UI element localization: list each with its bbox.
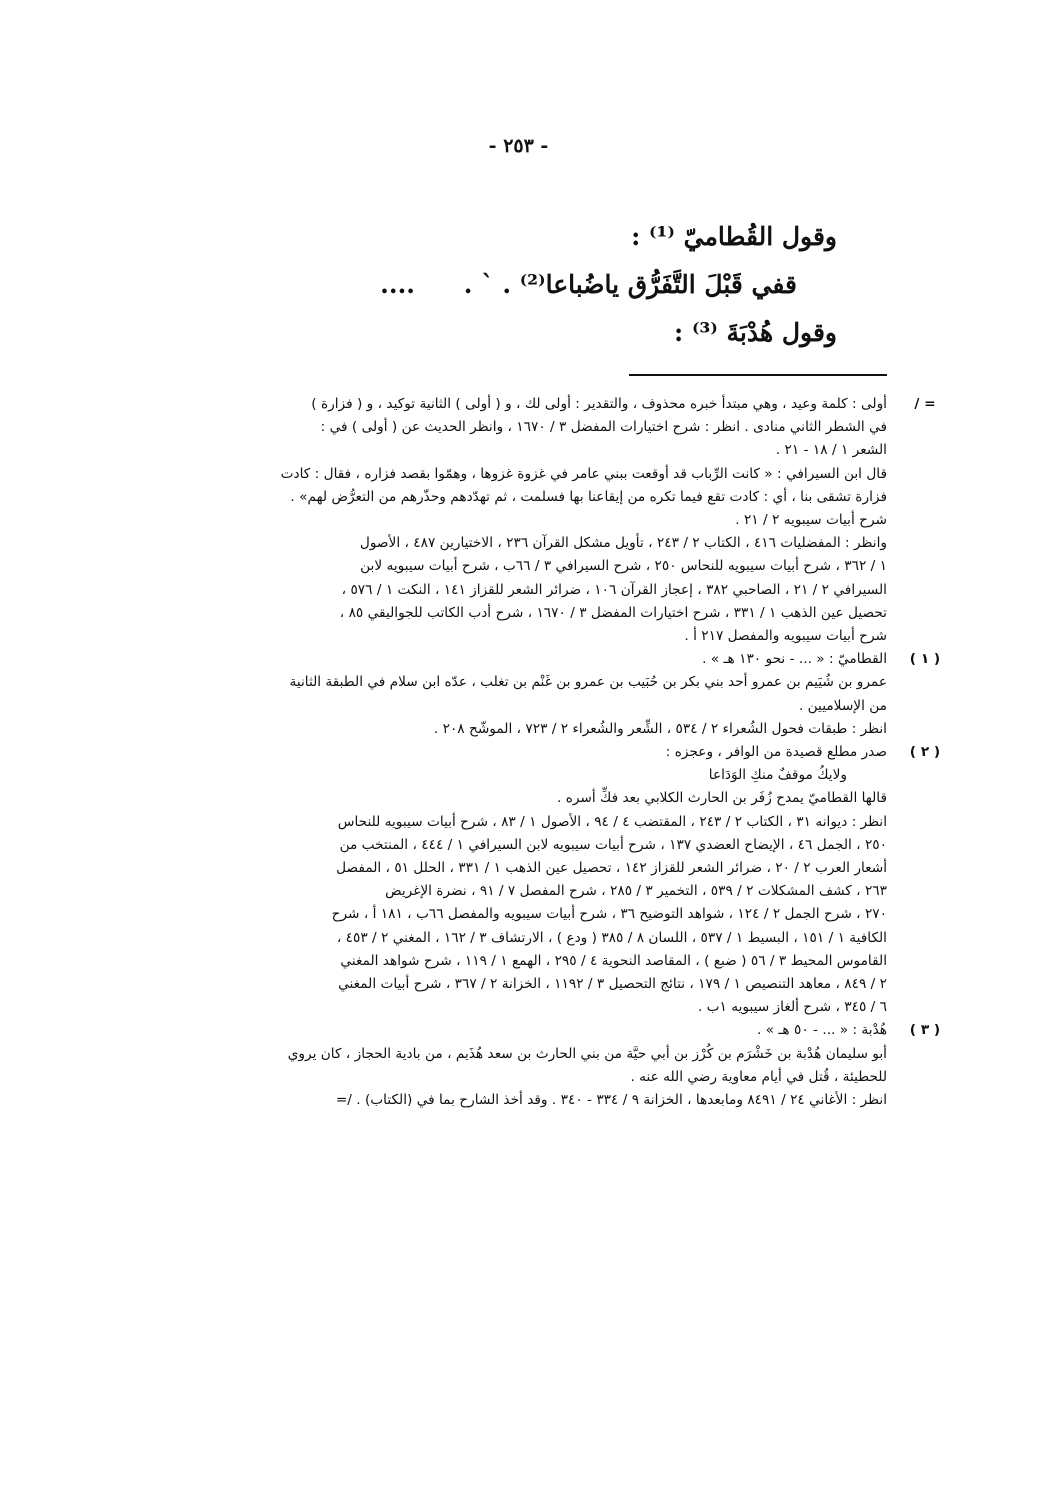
footnote-line: صدر مطلع قصيدة من الوافر ، وعجزه : [665, 744, 887, 761]
footnote-marker: ( ٣ ) [909, 1022, 941, 1039]
footnote-line: القاموس المحيط ٣ / ٥٦ ( ضبع ) ، المقاصد النحوية ٤ / ٢٩٥ ، الهمع ١ / ١١٩ ، شرح شواهد المغني [340, 952, 887, 969]
footnote-line: السيرافي ٢ / ٢١ ، الصاحبي ٣٨٢ ، إعجاز القرآن ١٠٦ ، ضرائر الشعر للقزاز ١٤١ ، النكت ١ / ٥٧٦ ، [341, 581, 887, 598]
footnote-line: قال ابن السيرافي : « كانت الرِّباب قد أوقعت ببني عامر في غزوة غزوها ، وهمّوا بقصد فزاره ، فقال : كادت [280, 465, 887, 482]
footnote-3 [147, 1019, 941, 1112]
footnote-line: ٦ / ٣٤٥ ، شرح ألغاز سيبويه ١ب . [697, 999, 887, 1016]
poem-intro-hudba: وقول هُدْبَةَ ⁽³⁾ : [674, 318, 837, 347]
footnote-line: أولى : كلمة وعيد ، وهي مبتدأ خبره محذوف ، والتقدير : أولى لك ، و ( أولى ) الثانية توكيد ، و ( فزارة ) [311, 396, 887, 412]
footnote-line: انظر : طبقات فحول الشُعراء ٢ / ٥٣٤ ، الشِّعر والشُعراء ٢ / ٧٢٣ ، الموشّح ٢٠٨ . [433, 720, 887, 737]
footnote-line: شرح أبيات سيبويه والمفصل ٢١٧ أ . [684, 628, 887, 645]
footnote-line: انظر : الأغاني ٢٤ / ٨٤٩١ ومابعدها ، الخزانة ٩ / ٣٣٤ - ٣٤٠ . وقد أخذ الشارح بما في (الكتاب) . /= [335, 1092, 887, 1109]
footnote-line: هُدْبة : « ... - ٥٠ هـ » . [756, 1022, 887, 1039]
footnote-line: في الشطر الثاني منادى . انظر : شرح اختيارات المفضل ٣ / ١٦٧٠ ، وانظر الحديث عن ( أولى ) في : [320, 419, 887, 436]
footnote-line: ٢ / ٨٤٩ ، معاهد التنصيص ١ / ١٧٩ ، نتائج التحصيل ٣ / ١١٩٢ ، الخزانة ٢ / ٣٦٧ ، شرح أبيات المغني [338, 976, 887, 993]
footnote-line: وانظر : المفضليات ٤١٦ ، الكتاب ٢ / ٢٤٣ ، تأويل مشكل القرآن ٢٣٦ ، الاختيارين ٤٨٧ ، الأصول [359, 535, 887, 552]
poem-verse [97, 270, 797, 299]
page-number: - ٢٥٣ - [488, 135, 549, 157]
footnote-line: ٢٧٠ ، شرح الجمل ٢ / ١٢٤ ، شواهد التوضيح ٣٦ ، شرح أبيات سيبويه والمفصل ٦٦ب ، ١٨١ أ ، شرح [331, 906, 887, 923]
footnote-line: فزارة تشقى بنا ، أي : كادت تقع فيما تكره من إيقاعنا بها فسلمت ، ثم تهدّدهم وحذّرهم من التعرُّض لهم» . [290, 488, 887, 505]
footnote-marker: ( ١ ) [909, 651, 941, 668]
footnote-continued [147, 393, 936, 648]
footnote-line: ٢٥٠ ، الجمل ٤٦ ، الإيضاح العضدي ١٣٧ ، شرح أبيات سيبويه لابن السيرافي ١ / ٤٤٤ ، المنتخب من [339, 836, 887, 853]
verse-ellipsis: .... [380, 270, 415, 299]
footnote-line: قالها القطاميّ يمدح زُفَر بن الحارث الكلابي بعد فكِّ أسره . [557, 790, 887, 807]
footnote-line: ٢٦٣ ، كشف المشكلات ٢ / ٥٣٩ ، التخمير ٣ / ٢٨٥ ، شرح المفصل ٧ / ٩١ ، نضرة الإغريض [385, 883, 887, 900]
footnote-marker: / = [914, 396, 936, 412]
footnote-line: تحصيل عين الذهب ١ / ٣٣١ ، شرح اختيارات المفضل ٣ / ١٦٧٠ ، شرح أدب الكاتب للجواليقي ٨٥ ، [339, 604, 887, 621]
footnote-verse: ولايكُ موقفٌ منكِ الوَدَاعا [708, 767, 847, 784]
footnote-line: الشعر ١ / ١٨ - ٢١ . [775, 442, 887, 459]
footnote-marker: ( ٢ ) [909, 744, 941, 761]
footnote-line: عمرو بن شُيَيم بن عمرو أحد بني بكر بن حُبَيب بن عمرو بن غَنْم بن تغلب ، عدّه ابن سلام في الطبقة الثانية [289, 674, 887, 691]
footnote-line: شرح أبيات سيبويه ٢ / ٢١ . [735, 512, 887, 529]
footnote-line: القطاميّ : « ... - نحو ١٣٠ هـ » . [702, 651, 887, 668]
footnote-2 [147, 741, 941, 1019]
verse-text: قفي قَبْلَ التَّفَرُّق ياضُباعا⁽²⁾ . ` . [463, 270, 797, 299]
footnote-line: أبو سليمان هُدْبة بن خَشْرَم بن كُرْز بن أبي حيَّة من بني الحارث بن سعد هُذَيم ، من بادية الحجاز ، كان يروي [287, 1045, 887, 1062]
footnote-1 [147, 648, 941, 741]
footnote-line: انظر : ديوانه ٣١ ، الكتاب ٢ / ٢٤٣ ، المقتضب ٤ / ٩٤ ، الأصول ١ / ٨٣ ، شرح أبيات سيبويه للنحاس [337, 813, 887, 830]
footnotes [147, 393, 941, 1112]
footnote-line: من الإسلاميين . [798, 697, 887, 714]
footnote-line: أشعار العرب ٢ / ٢٠ ، ضرائر الشعر للقزاز ١٤٢ ، تحصيل عين الذهب ١ / ٣٣١ ، الحلل ٥١ ، المفصل [336, 860, 887, 877]
footnote-line: للحطيئة ، قُتل في أيام معاوية رضي الله عنه . [630, 1068, 887, 1085]
footnote-line: ١ / ٣٦٢ ، شرح أبيات سيبويه للنحاس ٢٥٠ ، شرح السيرافي ٣ / ٦٦ب ، شرح أبيات سيبويه لابن [360, 558, 887, 575]
footnote-divider [629, 374, 887, 376]
poem-intro-qutami: وقول القُطاميّ ⁽¹⁾ : [631, 222, 837, 251]
footnote-line: الكافية ١ / ١٥١ ، البسيط ١ / ٥٣٧ ، اللسان ٨ / ٣٨٥ ( ودع ) ، الارتشاف ٣ / ١٦٢ ، المغني ٢ / ٤٥٣ ، [336, 929, 887, 946]
